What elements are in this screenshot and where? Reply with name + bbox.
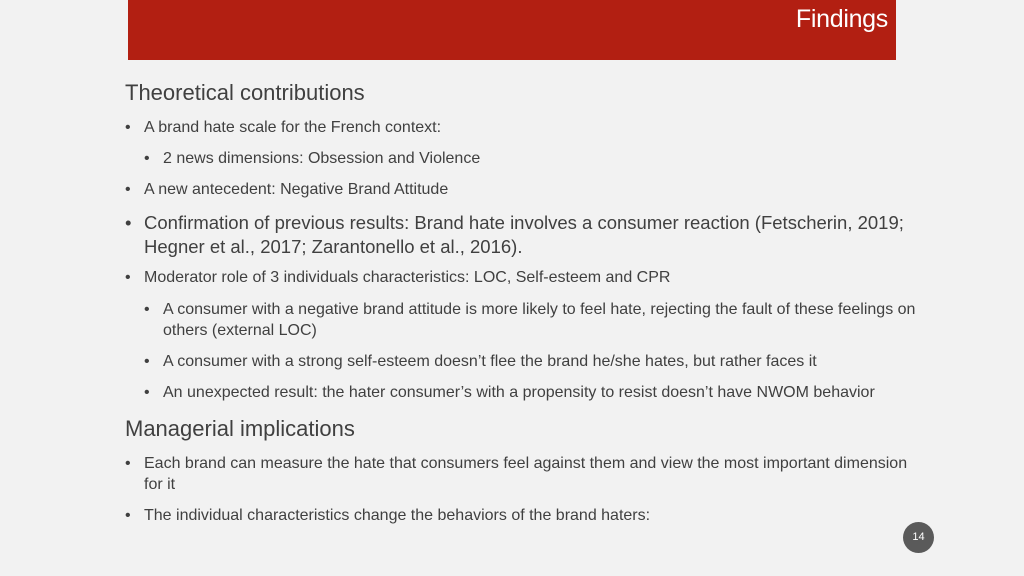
bullet-icon: •: [125, 455, 131, 472]
managerial-heading: Managerial implications: [125, 416, 355, 441]
bullet-icon: •: [125, 212, 132, 233]
list-item-text: The individual characteristics change the behaviors of the brand haters:: [144, 507, 651, 524]
bullet-icon: •: [125, 269, 131, 286]
bullet-icon: •: [125, 119, 131, 136]
list-item-text-line1: Confirmation of previous results: Brand hate involves a consumer reaction (Fetscherin, 2019;: [144, 212, 904, 233]
theoretical-heading: Theoretical contributions: [125, 80, 365, 105]
bullet-icon: •: [144, 301, 150, 318]
page-number-badge: 14: [903, 522, 934, 553]
bullet-icon: •: [125, 181, 131, 198]
bullet-icon: •: [144, 384, 150, 401]
slide-title: Findings: [795, 5, 888, 33]
bullet-icon: •: [125, 507, 131, 524]
list-item-text-line2: for it: [144, 476, 176, 493]
list-item-text: A new antecedent: Negative Brand Attitude: [144, 181, 449, 198]
list-item-text: An unexpected result: the hater consumer’s with a propensity to resist doesn’t have NWOM behavior: [163, 384, 875, 401]
bullet-icon: •: [144, 353, 150, 370]
list-item-text: A brand hate scale for the French context:: [144, 119, 442, 136]
list-item-text: 2 news dimensions: Obsession and Violence: [163, 150, 481, 167]
list-item-text: Moderator role of 3 individuals characteristics: LOC, Self-esteem and CPR: [144, 269, 671, 286]
list-item-text-line2: Hegner et al., 2017; Zarantonello et al., 2016).: [144, 236, 523, 257]
list-item-text: A consumer with a strong self-esteem doesn’t flee the brand he/she hates, but rather faces it: [163, 353, 817, 370]
list-item-text-line1: A consumer with a negative brand attitude is more likely to feel hate, rejecting the fault of these feelings on: [163, 301, 916, 318]
list-item-text-line2: others (external LOC): [163, 322, 317, 339]
bullet-icon: •: [144, 150, 150, 167]
list-item-text-line1: Each brand can measure the hate that consumers feel against them and view the most important dimension: [144, 455, 908, 472]
